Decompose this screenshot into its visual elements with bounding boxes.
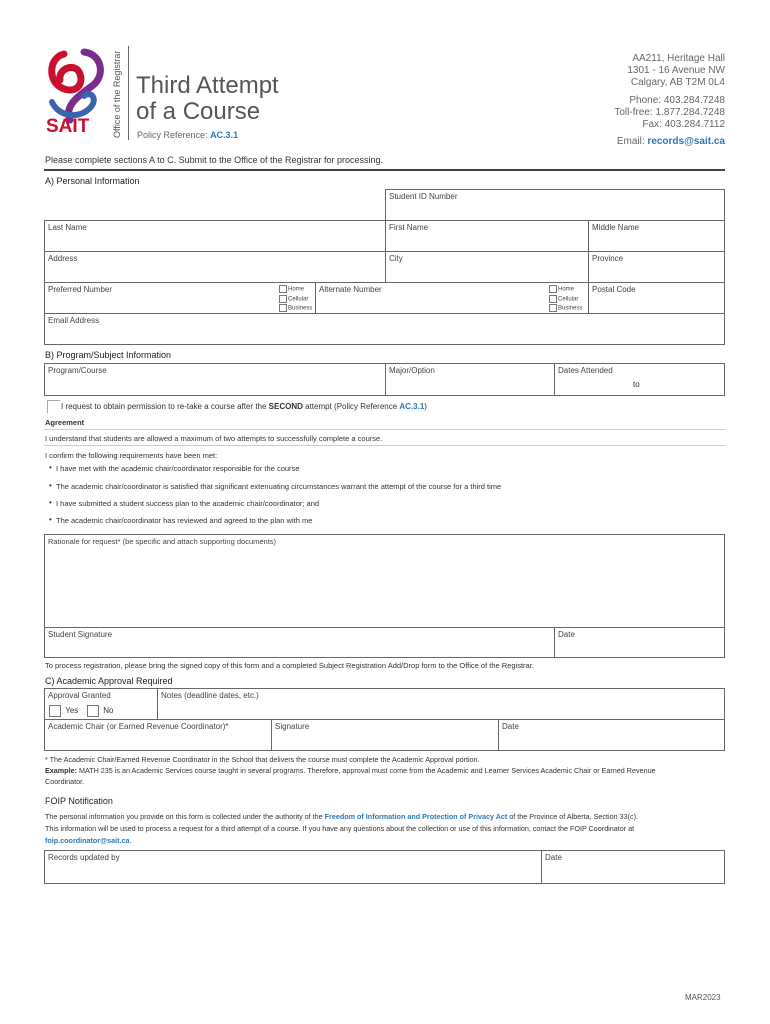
agreement-text: I understand that students are allowed a maximum of two attempts to successfully complete a course. [45,434,383,443]
checkbox[interactable] [549,295,557,303]
postal-code-label: Postal Code [592,285,636,294]
first-name-label: First Name [389,223,429,232]
bullet-2-dot: • [49,481,52,490]
preferred-number-field[interactable] [44,282,316,314]
intro-text: Please complete sections A to C. Submit to the Office of the Registrar for processing. [45,155,384,165]
city-field[interactable] [385,251,589,283]
email-line [614,136,725,148]
middle-name-label: Middle Name [592,223,640,232]
requirement-1: I have met with the academic chair/coordinator responsible for the course [56,464,300,473]
rationale-field[interactable] [44,534,725,628]
records-date-field[interactable] [541,850,725,884]
policy-link[interactable]: AC.3.1 [210,130,239,140]
preferred-number-label: Preferred Number [48,285,113,294]
header-divider [128,46,129,140]
city-label: City [389,254,403,263]
student-signature-field[interactable] [44,627,555,658]
process-note: To process registration, please bring the signed copy of this form and a completed Subject Registration Add/Drop form to the Office of the Registrar. [45,661,534,670]
program-course-field[interactable] [44,363,386,396]
last-name-label: Last Name [48,223,87,232]
logo-text: SAIT [46,116,90,137]
approval-example: Example: MATH 235 is an Academic Services course taught in several programs. Therefore, approval must come from the Academic and Learner Services Academic Chair or Earned Revenue [45,766,656,775]
alternate-phone-type [549,285,582,314]
records-date-label: Date [545,853,562,862]
student-id-label: Student ID Number [389,192,458,201]
email-address-label: Email Address [48,316,100,325]
checkbox[interactable] [279,285,287,293]
request-checkbox[interactable] [47,400,60,413]
sait-logo [44,46,110,138]
alternate-business-option[interactable]: Business [549,304,582,314]
intro-rule [44,169,725,171]
first-name-field[interactable] [385,220,589,252]
alternate-home-option[interactable]: Home [549,285,582,295]
requirement-2: The academic chair/coordinator is satisfied that significant extenuating circumstances warrant the attempt of the course for a third time [56,482,502,491]
checkbox[interactable] [549,304,557,312]
postal-code-field[interactable] [588,282,725,314]
major-option-label: Major/Option [389,366,435,375]
address-line-3: Calgary, AB T2M 0L4 [630,77,725,88]
foip-email-link[interactable]: foip.coordinator@sait.ca [45,836,130,845]
policy-label: Policy Reference: [137,130,208,140]
alternate-number-label: Alternate Number [319,285,382,294]
section-b-title: B) Program/Subject Information [45,350,172,360]
confirm-text: I confirm the following requirements have been met: [45,451,218,460]
foip-text-1: The personal information you provide on this form is collected under the authority of the Freedom of Information and Protection of Privacy Act of the Province of Alberta, Section 33(c). [45,812,638,821]
middle-name-field[interactable] [588,220,725,252]
student-signature-label: Student Signature [48,630,113,639]
chair-date-label: Date [502,722,519,731]
records-updated-label: Records updated by [48,853,120,862]
approval-granted-label: Approval Granted [48,691,111,700]
approval-example-2: Coordinator. [45,777,85,786]
phone-line: Phone: 403.284.7248 [629,95,725,106]
checkbox[interactable] [549,285,557,293]
preferred-phone-type [279,285,312,314]
email-link[interactable]: records@sait.ca [647,136,725,147]
preferred-business-option[interactable]: Business [279,304,312,314]
section-a-title: A) Personal Information [45,176,140,186]
requirement-3: I have submitted a student success plan to the academic chair/coordinator; and [56,499,320,508]
province-label: Province [592,254,624,263]
request-policy-link[interactable]: AC.3.1 [399,402,425,411]
checkbox[interactable] [279,295,287,303]
notes-label: Notes (deadline dates, etc.) [161,691,259,700]
no-checkbox[interactable] [87,705,99,717]
address-line-1: AA211, Heritage Hall [632,53,725,64]
alternate-cellular-option[interactable]: Cellular [549,295,582,305]
address-line-2: 1301 - 16 Avenue NW [627,65,725,76]
bullet-1-dot: • [49,463,52,472]
agreement-rule [44,429,725,430]
alternate-number-field[interactable] [315,282,589,314]
tollfree-line: Toll-free: 1.877.284.7248 [614,107,725,118]
chair-date-field[interactable] [498,719,725,751]
agreement-rule-2 [44,445,725,446]
major-option-field[interactable] [385,363,555,396]
email-label: Email: [616,136,645,147]
foip-act-link[interactable]: Freedom of Information and Protection of Privacy Act [324,812,508,821]
request-text: I request to obtain permission to re-take a course after the SECOND attempt (Policy Reference AC.3.1) [61,402,427,411]
approval-yes-option[interactable]: Yes [49,705,78,717]
fax-line: Fax: 403.284.7112 [642,119,725,130]
student-date-field[interactable] [554,627,725,658]
student-date-label: Date [558,630,575,639]
requirement-4: The academic chair/coordinator has reviewed and agreed to the plan with me [56,516,313,525]
preferred-cellular-option[interactable]: Cellular [279,295,312,305]
office-label: Office of the Registrar [112,50,122,138]
dates-to-label: to [633,380,640,389]
notes-field[interactable] [157,688,725,720]
address-label: Address [48,254,78,263]
approval-no-option[interactable]: No [87,705,113,717]
approval-granted-field [44,688,158,720]
yes-checkbox[interactable] [49,705,61,717]
form-title-line2: of a Course [136,98,261,125]
foip-text-2: This information will be used to process a request for a third attempt of a course. If you have any questions about the collection or use of this information, contact the FOIP Coordinator at [45,824,635,833]
foip-email-line: foip.coordinator@sait.ca. [45,836,132,845]
chair-signature-label: Signature [275,722,310,731]
checkbox[interactable] [279,304,287,312]
last-name-field[interactable] [44,220,386,252]
program-course-label: Program/Course [48,366,107,375]
chair-signature-field[interactable] [271,719,499,751]
form-title-line1: Third Attempt [136,72,279,99]
policy-reference [137,130,238,140]
bullet-4-dot: • [49,515,52,524]
province-field[interactable] [588,251,725,283]
rationale-label: Rationale for request* (be specific and attach supporting documents) [48,537,277,546]
chair-label: Academic Chair (or Earned Revenue Coordinator)* [48,722,229,731]
dates-attended-label: Dates Attended [558,366,613,375]
chair-field[interactable] [44,719,272,751]
bullet-3-dot: • [49,498,52,507]
approval-footnote: * The Academic Chair/Earned Revenue Coordinator in the School that delivers the course must complete the Academic Approval portion. [45,755,480,764]
agreement-title: Agreement [45,418,85,427]
section-c-title: C) Academic Approval Required [45,676,173,686]
dates-attended-field[interactable] [554,363,725,396]
form-code: MAR2023 [685,993,721,1002]
foip-title: FOIP Notification [45,796,113,806]
preferred-home-option[interactable]: Home [279,285,312,295]
registrar-contact [614,53,725,148]
address-field[interactable] [44,251,386,283]
records-updated-field[interactable] [44,850,542,884]
student-id-field[interactable] [385,189,725,221]
email-address-field[interactable] [44,313,725,345]
